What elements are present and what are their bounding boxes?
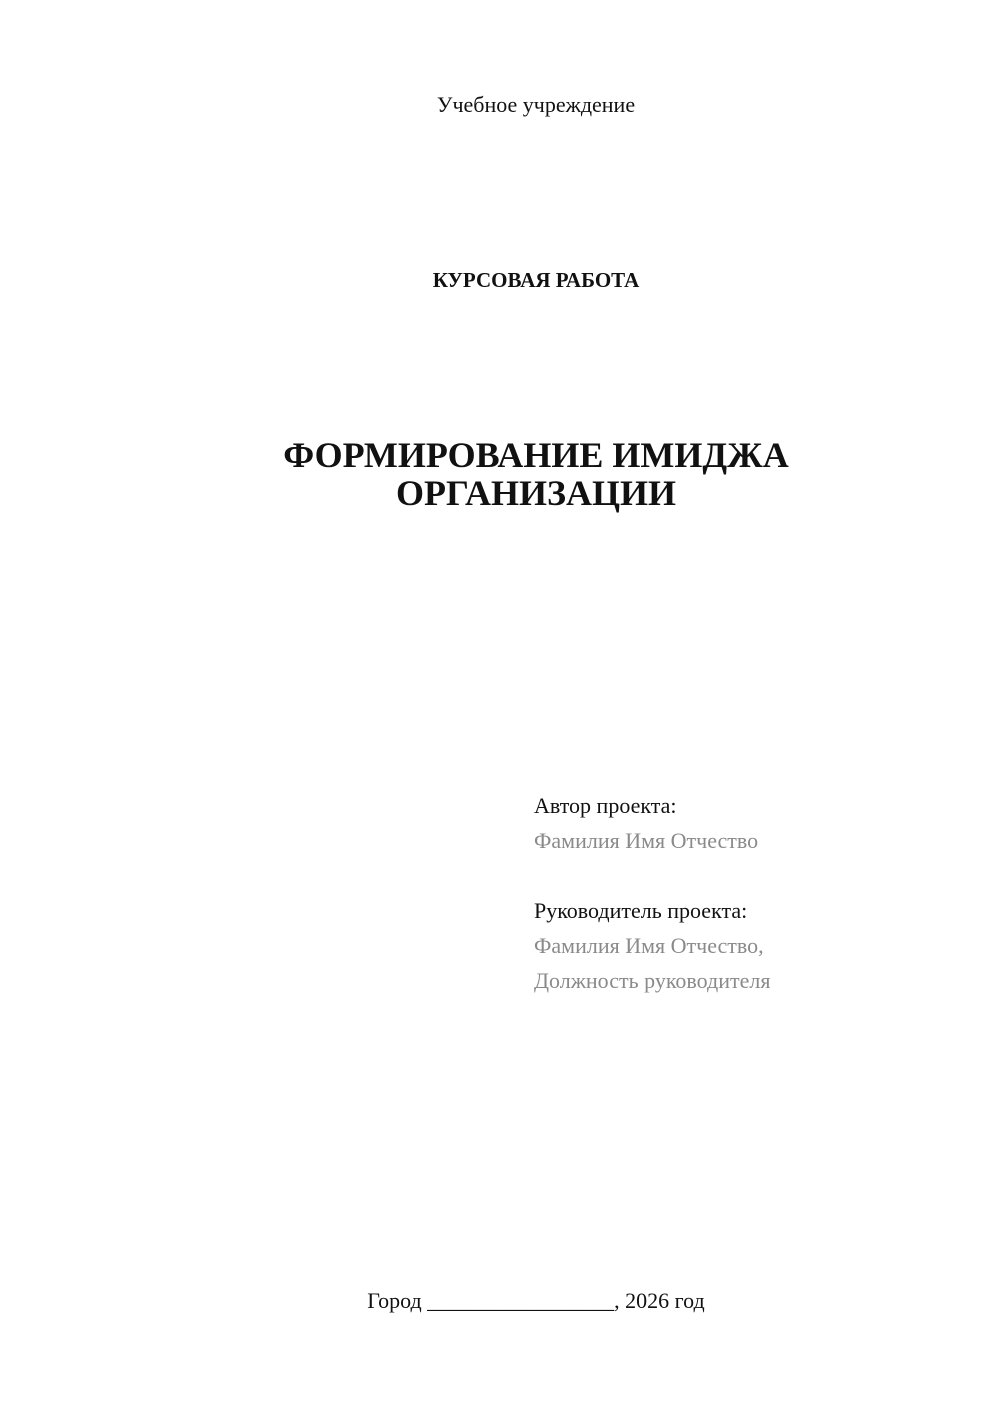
title-line-1: ФОРМИРОВАНИЕ ИМИДЖА [283,435,789,475]
institution-name: Учебное учреждение [436,92,636,117]
author-name: Фамилия Имя Отчество [534,828,759,853]
supervisor-label: Руководитель проекта: [534,898,748,923]
title-line-2: ОРГАНИЗАЦИИ [396,473,676,513]
supervisor-name: Фамилия Имя Отчество, [534,933,764,958]
supervisor-position: Должность руководителя [534,968,771,993]
document-title [0,436,1000,512]
project-info-block [534,788,974,998]
author-label: Автор проекта: [534,793,677,818]
spacer [534,858,974,893]
work-type-heading: КУРСОВАЯ РАБОТА [432,268,640,292]
city-year-footer: Город _________________, 2026 год [367,1288,705,1313]
